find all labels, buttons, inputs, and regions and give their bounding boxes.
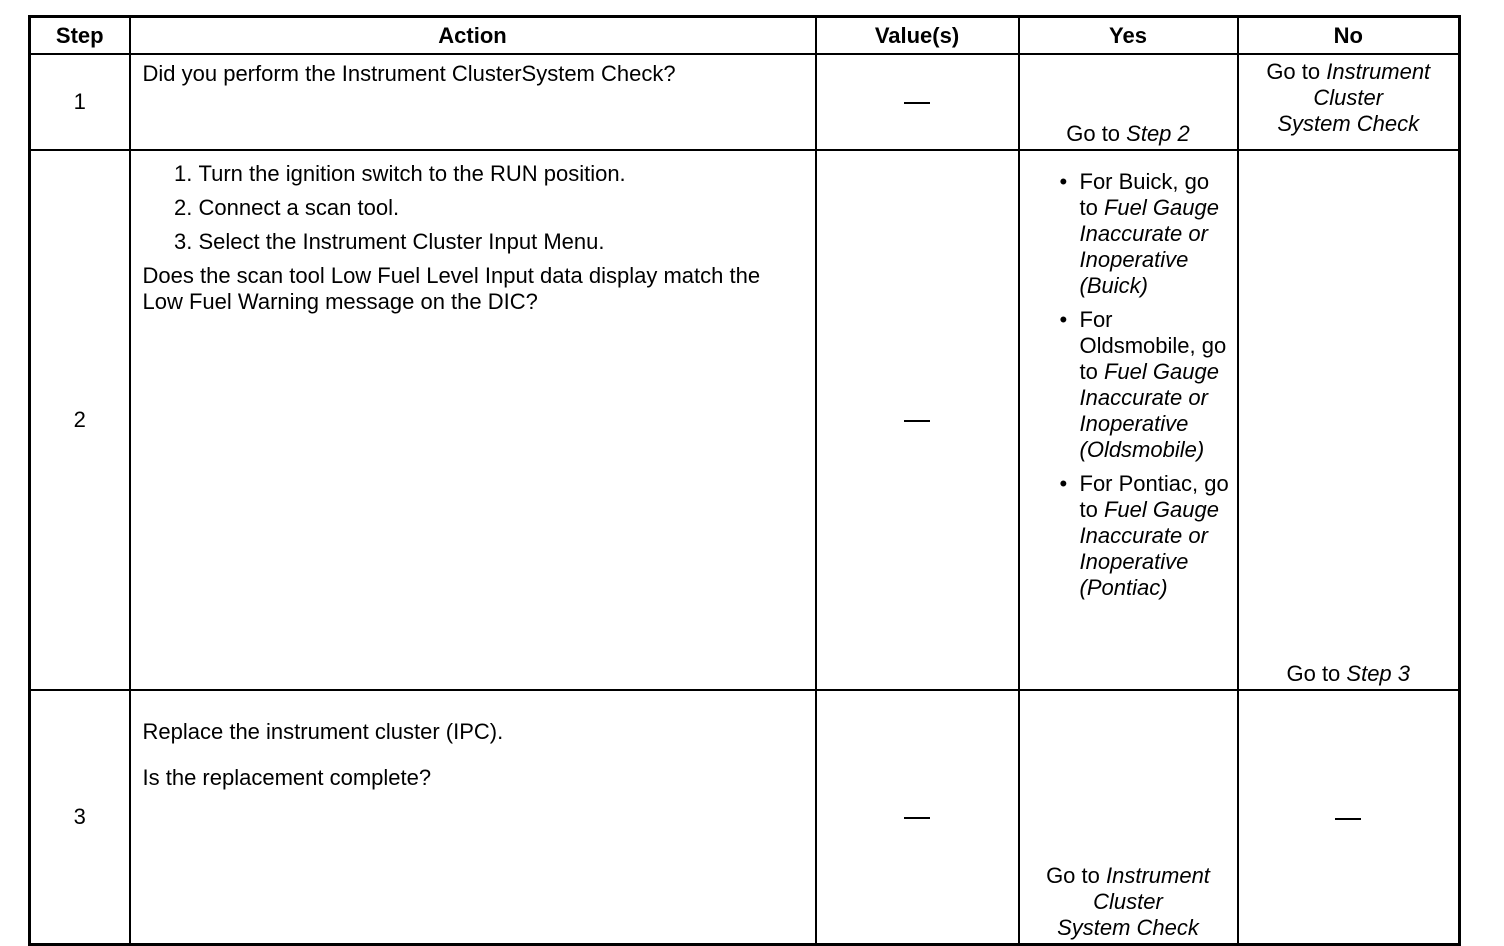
header-yes: Yes [1019,17,1238,55]
yes-option-link[interactable]: Fuel Gauge Inaccurate or Inoperative (Buick) [1079,195,1219,298]
action-question: Did you perform the Instrument ClusterSystem Check? [142,61,676,86]
yes-option-oldsmobile [1026,307,1231,463]
bullet-icon: • [1059,307,1068,332]
yes-option-prefix: For Oldsmobile, go to [1079,307,1227,384]
step-number: 2 [30,150,130,690]
action-cell [130,54,816,150]
bullet-icon: • [1059,169,1068,194]
yes-option-pontiac [1026,471,1231,601]
action-cell [130,150,816,690]
action-cell [130,690,816,945]
table-row [30,690,1460,945]
yes-options-list [1026,155,1231,601]
yes-link-instrument-cluster-check[interactable]: Instrument Cluster System Check [1057,863,1210,940]
yes-option-prefix: For Buick, go to [1079,169,1210,220]
yes-prefix: Go to [1066,121,1127,146]
header-step: Step [30,17,130,55]
yes-cell [1019,690,1238,945]
yes-cell [1019,54,1238,150]
table-row [30,54,1460,150]
no-prefix: Go to [1286,661,1347,686]
yes-option-prefix: For Pontiac, go to [1079,471,1229,522]
action-question: Is the replacement complete? [142,765,432,790]
no-cell [1238,150,1460,690]
header-values: Value(s) [816,17,1019,55]
no-dash [1335,818,1361,820]
value-cell [816,690,1019,945]
table-row [30,150,1460,690]
no-link-instrument-cluster-check[interactable]: Instrument Cluster System Check [1277,59,1431,136]
action-steps-list [143,161,805,255]
header-action: Action [130,17,816,55]
step-number: 3 [30,690,130,945]
no-prefix: Go to [1266,59,1327,84]
yes-cell [1019,150,1238,690]
header-row [30,17,1460,55]
diagnostic-table [28,15,1461,946]
value-cell [816,54,1019,150]
step-number: 1 [30,54,130,150]
action-step: 2. Connect a scan tool. [199,195,805,221]
action-step: 1. Turn the ignition switch to the RUN position. [199,161,805,187]
action-step: 3. Select the Instrument Cluster Input Menu. [199,229,805,255]
header-no: No [1238,17,1460,55]
no-cell [1238,54,1460,150]
action-question: Does the scan tool Low Fuel Level Input data display match the Low Fuel Warning message on the DIC? [142,263,761,314]
value-dash [904,817,930,819]
yes-link-step-2[interactable]: Step 2 [1126,121,1190,146]
yes-prefix: Go to [1046,863,1106,888]
yes-option-buick [1026,169,1231,299]
no-cell [1238,690,1460,945]
yes-option-link[interactable]: Fuel Gauge Inaccurate or Inoperative (Pontiac) [1079,497,1219,600]
value-dash [904,420,930,422]
value-dash [904,102,930,104]
value-cell [816,150,1019,690]
action-instruction: Replace the instrument cluster (IPC). [142,719,504,744]
bullet-icon: • [1059,471,1068,496]
no-link-step-3[interactable]: Step 3 [1346,661,1411,686]
yes-option-link[interactable]: Fuel Gauge Inaccurate or Inoperative (Oldsmobile) [1079,359,1219,462]
